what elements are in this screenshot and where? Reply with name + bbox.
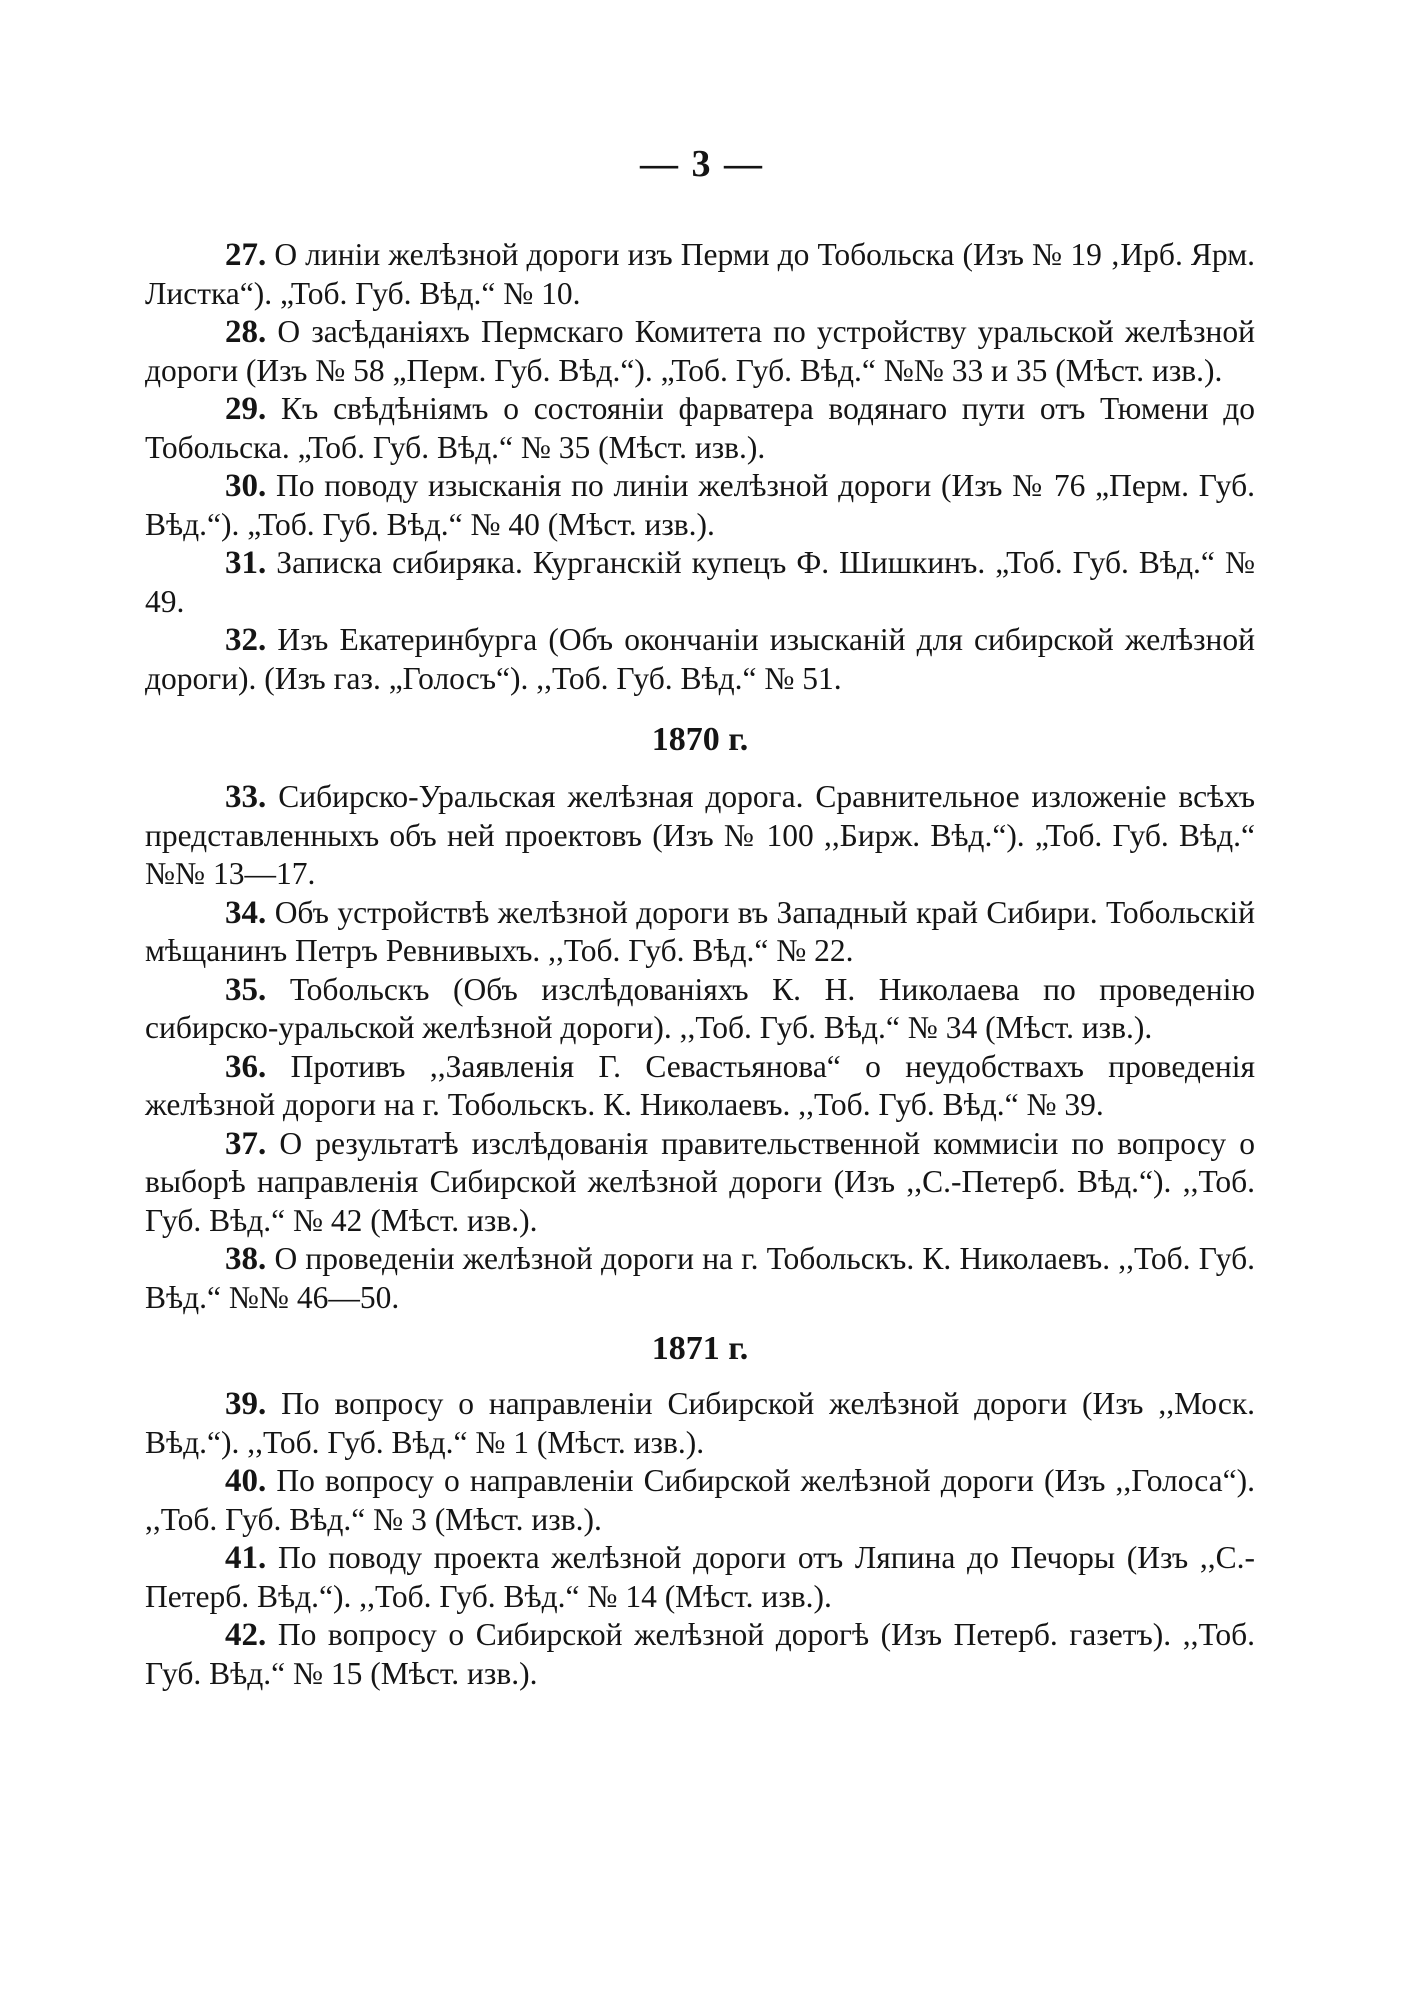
page-number: — 3 — — [640, 143, 764, 185]
entry-text: Записка сибиряка. Курганскій купецъ Ф. Шишкинъ. „Тоб. Губ. Вѣд.“ № 49. — [145, 545, 1256, 619]
entry-text: Къ свѣдѣніямъ о состояніи фарватера водянаго пути отъ Тюмени до Тобольска. „Тоб. Губ. Вѣд.“ № 35 (Мѣст. изв.). — [145, 391, 1256, 465]
entry-number: 33. — [225, 779, 267, 815]
bibliography-entry — [145, 544, 1255, 621]
entry-number: 40. — [225, 1463, 267, 1499]
entry-text: О проведеніи желѣзной дороги на г. Тобольскъ. К. Николаевъ. ,,Тоб. Губ. Вѣд.“ №№ 46—50. — [145, 1241, 1255, 1315]
entry-text: Объ устройствѣ желѣзной дороги въ Западный край Сибири. Тобольскій мѣщанинъ Петръ Ревнивыхъ. ,,Тоб. Губ. Вѣд.“ № 22. — [145, 894, 1256, 968]
entry-number: 32. — [225, 622, 267, 658]
bibliography-entry — [145, 390, 1255, 467]
entry-text: О засѣданіяхъ Пермскаго Комитета по устройству уральской желѣзной дороги (Изъ № 58 „Перм. Губ. Вѣд.“). „Тоб. Губ. Вѣд.“ №№ 33 и 35 (Мѣст. изв.). — [145, 314, 1255, 388]
bibliography-entry — [145, 467, 1255, 544]
bibliography-entry — [145, 1385, 1255, 1462]
entry-text: По вопросу о Сибирской желѣзной дорогѣ (Изъ Петерб. газетъ). ,,Тоб. Губ. Вѣд.“ № 15 (Мѣст. изв.). — [145, 1617, 1255, 1691]
entry-text: Противъ ,,Заявленія Г. Севастьянова“ о неудобствахъ проведенія желѣзной дороги на г. Тобольскъ. К. Николаевъ. ,,Тоб. Губ. Вѣд.“ № 39. — [145, 1048, 1256, 1122]
entry-text: О результатѣ изслѣдованія правительственной коммисіи по вопросу о выборѣ направленія Сибирской желѣзной дороги (Изъ ,,С.-Петерб. Вѣд.“). ,,Тоб. Губ. Вѣд.“ № 42 (Мѣст. изв.). — [145, 1125, 1255, 1238]
entry-number: 28. — [225, 314, 267, 350]
entry-number: 35. — [225, 971, 267, 1008]
entry-text: По поводу изысканія по линіи желѣзной дороги (Изъ № 76 „Перм. Губ. Вѣд.“). „Тоб. Губ. Вѣд.“ № 40 (Мѣст. изв.). — [145, 468, 1255, 542]
entry-number: 31. — [225, 545, 267, 581]
bibliography-entry — [145, 1616, 1255, 1693]
bibliography-entry — [145, 236, 1255, 313]
entry-text: По поводу проекта желѣзной дороги отъ Ляпина до Печоры (Изъ ,,С.-Петерб. Вѣд.“). ,,Тоб. Губ. Вѣд.“ № 14 (Мѣст. изв.). — [145, 1540, 1256, 1614]
bibliography-entry — [145, 971, 1255, 1048]
year-heading: 1871 г. — [651, 1330, 749, 1367]
entry-number: 42. — [225, 1617, 267, 1653]
section-continuation — [145, 236, 1255, 698]
entry-number: 37. — [225, 1125, 267, 1162]
entry-number: 41. — [225, 1540, 267, 1576]
entry-number: 34. — [225, 894, 267, 931]
entry-number: 29. — [225, 391, 267, 427]
bibliography-entry — [145, 1048, 1255, 1125]
section-1870 — [145, 720, 1255, 1317]
entry-text: Тобольскъ (Объ изслѣдованіяхъ К. Н. Николаева по проведенію сибирско-уральской желѣзной дороги). ,,Тоб. Губ. Вѣд.“ № 34 (Мѣст. изв.). — [145, 971, 1256, 1045]
entry-number: 27. — [225, 237, 267, 273]
entry-text: Изъ Екатеринбурга (Объ окончаніи изысканій для сибирской желѣзной дороги). (Изъ газ. „Голосъ“). ,,Тоб. Губ. Вѣд.“ № 51. — [145, 622, 1255, 696]
entry-number: 38. — [225, 1241, 267, 1277]
entry-text: О линіи желѣзной дороги изъ Перми до Тобольска (Изъ № 19 ‚Ирб. Ярм. Листка“). „Тоб. Губ. Вѣд.“ № 10. — [145, 237, 1255, 311]
entry-number: 39. — [225, 1386, 267, 1422]
bibliography-entry — [145, 621, 1255, 698]
year-heading: 1870 г. — [651, 721, 749, 758]
section-1871 — [145, 1329, 1255, 1693]
text-column — [145, 236, 1255, 1693]
bibliography-entry — [145, 1539, 1255, 1616]
entry-number: 36. — [225, 1048, 267, 1085]
bibliography-entry — [145, 1240, 1255, 1317]
bibliography-entry — [145, 778, 1255, 894]
bibliography-entry — [145, 1125, 1255, 1241]
entry-text: По вопросу о направленіи Сибирской желѣзной дороги (Изъ ,,Голоса“). ,,Тоб. Губ. Вѣд.“ № 3 (Мѣст. изв.). — [145, 1463, 1255, 1537]
bibliography-entry — [145, 313, 1255, 390]
entry-text: Сибирско-Уральская желѣзная дорога. Сравнительное изложеніе всѣхъ представленныхъ объ ней проектовъ (Изъ № 100 ,,Бирж. Вѣд.“). „Тоб. Губ. Вѣд.“ №№ 13—17. — [145, 779, 1255, 891]
entry-text: По вопросу о направленіи Сибирской желѣзной дороги (Изъ ,,Моск. Вѣд.“). ,,Тоб. Губ. Вѣд.“ № 1 (Мѣст. изв.). — [145, 1386, 1255, 1460]
bibliography-entry — [145, 1462, 1255, 1539]
bibliography-entry — [145, 894, 1255, 971]
entry-number: 30. — [225, 468, 267, 504]
